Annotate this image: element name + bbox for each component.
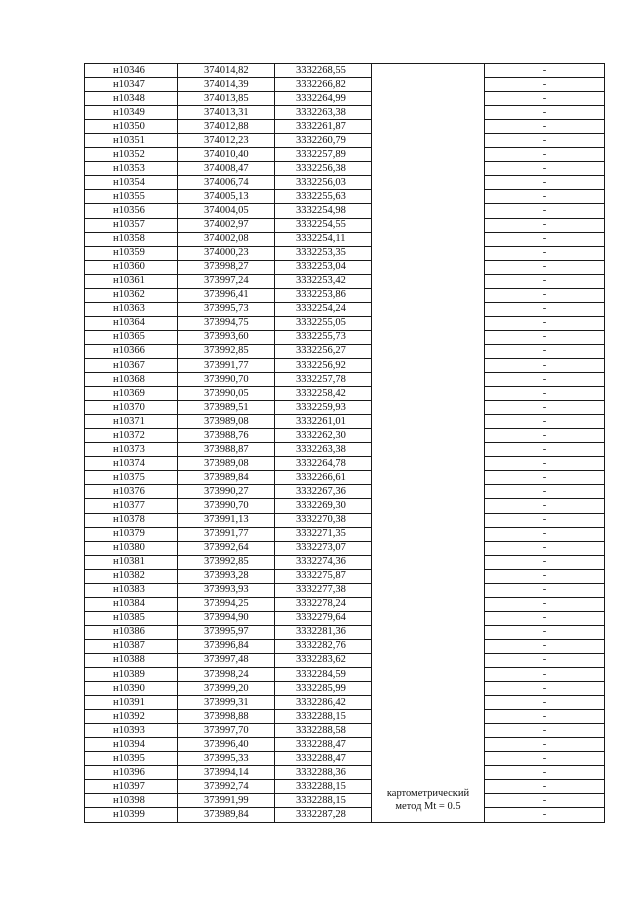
error-cell: - <box>485 260 605 274</box>
x-coordinate-cell: 373996,84 <box>178 639 275 653</box>
x-coordinate-cell: 374002,08 <box>178 232 275 246</box>
table-row <box>85 246 605 260</box>
point-id-cell: н10374 <box>85 457 178 471</box>
point-id-cell: н10371 <box>85 415 178 429</box>
error-cell: - <box>485 330 605 344</box>
error-cell: - <box>485 780 605 794</box>
error-cell: - <box>485 190 605 204</box>
x-coordinate-cell: 373991,77 <box>178 358 275 372</box>
error-cell: - <box>485 148 605 162</box>
table-row <box>85 204 605 218</box>
x-coordinate-cell: 374013,31 <box>178 106 275 120</box>
error-cell: - <box>485 92 605 106</box>
point-id-cell: н10353 <box>85 162 178 176</box>
error-cell: - <box>485 569 605 583</box>
x-coordinate-cell: 373993,60 <box>178 330 275 344</box>
y-coordinate-cell: 3332288,36 <box>275 766 372 780</box>
point-id-cell: н10399 <box>85 808 178 822</box>
table-row <box>85 527 605 541</box>
x-coordinate-cell: 374012,88 <box>178 120 275 134</box>
x-coordinate-cell: 373997,48 <box>178 653 275 667</box>
x-coordinate-cell: 373996,40 <box>178 738 275 752</box>
point-id-cell: н10370 <box>85 401 178 415</box>
error-cell: - <box>485 639 605 653</box>
y-coordinate-cell: 3332263,38 <box>275 106 372 120</box>
error-cell: - <box>485 710 605 724</box>
error-cell: - <box>485 696 605 710</box>
x-coordinate-cell: 373988,76 <box>178 429 275 443</box>
error-cell: - <box>485 457 605 471</box>
x-coordinate-cell: 373992,74 <box>178 780 275 794</box>
error-cell: - <box>485 485 605 499</box>
x-coordinate-cell: 373989,08 <box>178 457 275 471</box>
y-coordinate-cell: 3332288,58 <box>275 724 372 738</box>
table-row <box>85 358 605 372</box>
x-coordinate-cell: 373995,73 <box>178 302 275 316</box>
table-row <box>85 653 605 667</box>
y-coordinate-cell: 3332256,38 <box>275 162 372 176</box>
x-coordinate-cell: 374005,13 <box>178 190 275 204</box>
point-id-cell: н10350 <box>85 120 178 134</box>
table-row <box>85 625 605 639</box>
y-coordinate-cell: 3332288,47 <box>275 738 372 752</box>
x-coordinate-cell: 374004,05 <box>178 204 275 218</box>
point-id-cell: н10381 <box>85 555 178 569</box>
table-row <box>85 218 605 232</box>
point-id-cell: н10389 <box>85 668 178 682</box>
error-cell: - <box>485 288 605 302</box>
table-row <box>85 78 605 92</box>
y-coordinate-cell: 3332273,07 <box>275 541 372 555</box>
table-row <box>85 260 605 274</box>
table-row <box>85 724 605 738</box>
x-coordinate-cell: 373993,93 <box>178 583 275 597</box>
point-id-cell: н10379 <box>85 527 178 541</box>
table-row <box>85 443 605 457</box>
error-cell: - <box>485 611 605 625</box>
table-row <box>85 808 605 822</box>
x-coordinate-cell: 373996,41 <box>178 288 275 302</box>
y-coordinate-cell: 3332274,36 <box>275 555 372 569</box>
table-row <box>85 794 605 808</box>
y-coordinate-cell: 3332255,05 <box>275 316 372 330</box>
table-row <box>85 162 605 176</box>
y-coordinate-cell: 3332288,15 <box>275 794 372 808</box>
x-coordinate-cell: 373994,75 <box>178 316 275 330</box>
error-cell: - <box>485 668 605 682</box>
point-id-cell: н10376 <box>85 485 178 499</box>
table-row <box>85 499 605 513</box>
y-coordinate-cell: 3332270,38 <box>275 513 372 527</box>
y-coordinate-cell: 3332259,93 <box>275 401 372 415</box>
method-name: картометрический <box>386 787 470 799</box>
error-cell: - <box>485 162 605 176</box>
y-coordinate-cell: 3332285,99 <box>275 682 372 696</box>
error-cell: - <box>485 78 605 92</box>
x-coordinate-cell: 373997,70 <box>178 724 275 738</box>
table-row <box>85 64 605 78</box>
point-id-cell: н10390 <box>85 682 178 696</box>
x-coordinate-cell: 374002,97 <box>178 218 275 232</box>
y-coordinate-cell: 3332256,27 <box>275 344 372 358</box>
table-row <box>85 513 605 527</box>
error-cell: - <box>485 218 605 232</box>
error-cell: - <box>485 316 605 330</box>
table-row <box>85 288 605 302</box>
x-coordinate-cell: 374012,23 <box>178 134 275 148</box>
point-id-cell: н10368 <box>85 373 178 387</box>
error-cell: - <box>485 373 605 387</box>
point-id-cell: н10351 <box>85 134 178 148</box>
y-coordinate-cell: 3332277,38 <box>275 583 372 597</box>
y-coordinate-cell: 3332255,73 <box>275 330 372 344</box>
y-coordinate-cell: 3332268,55 <box>275 64 372 78</box>
table-row <box>85 302 605 316</box>
y-coordinate-cell: 3332261,01 <box>275 415 372 429</box>
y-coordinate-cell: 3332286,42 <box>275 696 372 710</box>
point-id-cell: н10394 <box>85 738 178 752</box>
point-id-cell: н10377 <box>85 499 178 513</box>
error-cell: - <box>485 232 605 246</box>
error-cell: - <box>485 64 605 78</box>
x-coordinate-cell: 374008,47 <box>178 162 275 176</box>
error-cell: - <box>485 274 605 288</box>
coordinates-table <box>84 63 605 823</box>
y-coordinate-cell: 3332264,99 <box>275 92 372 106</box>
y-coordinate-cell: 3332282,76 <box>275 639 372 653</box>
error-cell: - <box>485 766 605 780</box>
point-id-cell: н10366 <box>85 344 178 358</box>
x-coordinate-cell: 373994,14 <box>178 766 275 780</box>
point-id-cell: н10395 <box>85 752 178 766</box>
point-id-cell: н10384 <box>85 597 178 611</box>
y-coordinate-cell: 3332263,38 <box>275 443 372 457</box>
table-row <box>85 555 605 569</box>
x-coordinate-cell: 374013,85 <box>178 92 275 106</box>
point-id-cell: н10357 <box>85 218 178 232</box>
y-coordinate-cell: 3332256,92 <box>275 358 372 372</box>
error-cell: - <box>485 106 605 120</box>
table-row <box>85 344 605 358</box>
point-id-cell: н10386 <box>85 625 178 639</box>
x-coordinate-cell: 374006,74 <box>178 176 275 190</box>
point-id-cell: н10375 <box>85 471 178 485</box>
point-id-cell: н10346 <box>85 64 178 78</box>
error-cell: - <box>485 302 605 316</box>
error-cell: - <box>485 794 605 808</box>
point-id-cell: н10387 <box>85 639 178 653</box>
error-cell: - <box>485 387 605 401</box>
error-cell: - <box>485 429 605 443</box>
x-coordinate-cell: 373993,28 <box>178 569 275 583</box>
point-id-cell: н10392 <box>85 710 178 724</box>
error-cell: - <box>485 653 605 667</box>
y-coordinate-cell: 3332267,36 <box>275 485 372 499</box>
x-coordinate-cell: 373989,84 <box>178 471 275 485</box>
x-coordinate-cell: 373992,85 <box>178 555 275 569</box>
error-cell: - <box>485 555 605 569</box>
table-row <box>85 190 605 204</box>
point-id-cell: н10361 <box>85 274 178 288</box>
x-coordinate-cell: 374000,23 <box>178 246 275 260</box>
x-coordinate-cell: 373999,20 <box>178 682 275 696</box>
y-coordinate-cell: 3332269,30 <box>275 499 372 513</box>
point-id-cell: н10359 <box>85 246 178 260</box>
y-coordinate-cell: 3332281,36 <box>275 625 372 639</box>
error-cell: - <box>485 401 605 415</box>
x-coordinate-cell: 373998,24 <box>178 668 275 682</box>
error-cell: - <box>485 625 605 639</box>
table-row <box>85 134 605 148</box>
table-row <box>85 611 605 625</box>
table-row <box>85 668 605 682</box>
table-row <box>85 710 605 724</box>
x-coordinate-cell: 373989,84 <box>178 808 275 822</box>
method-cell <box>372 64 485 823</box>
error-cell: - <box>485 597 605 611</box>
x-coordinate-cell: 374014,39 <box>178 78 275 92</box>
x-coordinate-cell: 373994,25 <box>178 597 275 611</box>
point-id-cell: н10372 <box>85 429 178 443</box>
x-coordinate-cell: 373991,99 <box>178 794 275 808</box>
table-row <box>85 387 605 401</box>
table-row <box>85 148 605 162</box>
y-coordinate-cell: 3332254,11 <box>275 232 372 246</box>
table-row <box>85 92 605 106</box>
table-row <box>85 738 605 752</box>
table-row <box>85 583 605 597</box>
error-cell: - <box>485 120 605 134</box>
point-id-cell: н10354 <box>85 176 178 190</box>
point-id-cell: н10388 <box>85 653 178 667</box>
y-coordinate-cell: 3332283,62 <box>275 653 372 667</box>
y-coordinate-cell: 3332253,35 <box>275 246 372 260</box>
point-id-cell: н10391 <box>85 696 178 710</box>
coordinates-table-body <box>85 64 605 823</box>
table-row <box>85 766 605 780</box>
point-id-cell: н10378 <box>85 513 178 527</box>
x-coordinate-cell: 373998,88 <box>178 710 275 724</box>
x-coordinate-cell: 373994,90 <box>178 611 275 625</box>
error-cell: - <box>485 344 605 358</box>
y-coordinate-cell: 3332287,28 <box>275 808 372 822</box>
y-coordinate-cell: 3332257,78 <box>275 373 372 387</box>
point-id-cell: н10349 <box>85 106 178 120</box>
error-cell: - <box>485 752 605 766</box>
y-coordinate-cell: 3332288,15 <box>275 710 372 724</box>
table-row <box>85 415 605 429</box>
table-row <box>85 485 605 499</box>
error-cell: - <box>485 415 605 429</box>
point-id-cell: н10347 <box>85 78 178 92</box>
point-id-cell: н10380 <box>85 541 178 555</box>
error-cell: - <box>485 724 605 738</box>
y-coordinate-cell: 3332260,79 <box>275 134 372 148</box>
x-coordinate-cell: 373992,64 <box>178 541 275 555</box>
x-coordinate-cell: 373995,97 <box>178 625 275 639</box>
point-id-cell: н10385 <box>85 611 178 625</box>
y-coordinate-cell: 3332262,30 <box>275 429 372 443</box>
y-coordinate-cell: 3332288,47 <box>275 752 372 766</box>
error-cell: - <box>485 358 605 372</box>
error-cell: - <box>485 583 605 597</box>
point-id-cell: н10367 <box>85 358 178 372</box>
point-id-cell: н10355 <box>85 190 178 204</box>
table-row <box>85 471 605 485</box>
x-coordinate-cell: 373992,85 <box>178 344 275 358</box>
x-coordinate-cell: 374010,40 <box>178 148 275 162</box>
y-coordinate-cell: 3332279,64 <box>275 611 372 625</box>
x-coordinate-cell: 373990,70 <box>178 499 275 513</box>
error-cell: - <box>485 176 605 190</box>
y-coordinate-cell: 3332253,86 <box>275 288 372 302</box>
error-cell: - <box>485 134 605 148</box>
point-id-cell: н10348 <box>85 92 178 106</box>
point-id-cell: н10364 <box>85 316 178 330</box>
table-row <box>85 274 605 288</box>
table-row <box>85 232 605 246</box>
y-coordinate-cell: 3332266,82 <box>275 78 372 92</box>
table-row <box>85 176 605 190</box>
point-id-cell: н10358 <box>85 232 178 246</box>
y-coordinate-cell: 3332254,55 <box>275 218 372 232</box>
y-coordinate-cell: 3332254,24 <box>275 302 372 316</box>
x-coordinate-cell: 373990,70 <box>178 373 275 387</box>
table-row <box>85 752 605 766</box>
table-row <box>85 429 605 443</box>
y-coordinate-cell: 3332275,87 <box>275 569 372 583</box>
y-coordinate-cell: 3332253,04 <box>275 260 372 274</box>
y-coordinate-cell: 3332284,59 <box>275 668 372 682</box>
x-coordinate-cell: 373989,51 <box>178 401 275 415</box>
point-id-cell: н10373 <box>85 443 178 457</box>
point-id-cell: н10363 <box>85 302 178 316</box>
table-row <box>85 541 605 555</box>
x-coordinate-cell: 373990,27 <box>178 485 275 499</box>
error-cell: - <box>485 541 605 555</box>
error-cell: - <box>485 471 605 485</box>
table-row <box>85 457 605 471</box>
x-coordinate-cell: 373990,05 <box>178 387 275 401</box>
x-coordinate-cell: 373991,13 <box>178 513 275 527</box>
x-coordinate-cell: 373989,08 <box>178 415 275 429</box>
y-coordinate-cell: 3332261,87 <box>275 120 372 134</box>
table-row <box>85 639 605 653</box>
point-id-cell: н10383 <box>85 583 178 597</box>
table-row <box>85 401 605 415</box>
x-coordinate-cell: 373988,87 <box>178 443 275 457</box>
y-coordinate-cell: 3332266,61 <box>275 471 372 485</box>
y-coordinate-cell: 3332254,98 <box>275 204 372 218</box>
point-id-cell: н10352 <box>85 148 178 162</box>
table-row <box>85 330 605 344</box>
x-coordinate-cell: 373991,77 <box>178 527 275 541</box>
point-id-cell: н10382 <box>85 569 178 583</box>
y-coordinate-cell: 3332278,24 <box>275 597 372 611</box>
error-cell: - <box>485 204 605 218</box>
table-row <box>85 682 605 696</box>
method-accuracy: метод Mt = 0.5 <box>395 800 461 812</box>
point-id-cell: н10365 <box>85 330 178 344</box>
table-row <box>85 696 605 710</box>
point-id-cell: н10397 <box>85 780 178 794</box>
x-coordinate-cell: 373995,33 <box>178 752 275 766</box>
error-cell: - <box>485 738 605 752</box>
y-coordinate-cell: 3332264,78 <box>275 457 372 471</box>
point-id-cell: н10396 <box>85 766 178 780</box>
x-coordinate-cell: 373997,24 <box>178 274 275 288</box>
error-cell: - <box>485 808 605 822</box>
x-coordinate-cell: 373999,31 <box>178 696 275 710</box>
y-coordinate-cell: 3332253,42 <box>275 274 372 288</box>
error-cell: - <box>485 499 605 513</box>
table-row <box>85 120 605 134</box>
error-cell: - <box>485 527 605 541</box>
table-row <box>85 780 605 794</box>
table-row <box>85 569 605 583</box>
y-coordinate-cell: 3332257,89 <box>275 148 372 162</box>
error-cell: - <box>485 682 605 696</box>
x-coordinate-cell: 374014,82 <box>178 64 275 78</box>
table-row <box>85 106 605 120</box>
y-coordinate-cell: 3332288,15 <box>275 780 372 794</box>
table-row <box>85 316 605 330</box>
point-id-cell: н10393 <box>85 724 178 738</box>
error-cell: - <box>485 513 605 527</box>
x-coordinate-cell: 373998,27 <box>178 260 275 274</box>
point-id-cell: н10362 <box>85 288 178 302</box>
y-coordinate-cell: 3332271,35 <box>275 527 372 541</box>
point-id-cell: н10398 <box>85 794 178 808</box>
table-row <box>85 373 605 387</box>
table-row <box>85 597 605 611</box>
error-cell: - <box>485 246 605 260</box>
error-cell: - <box>485 443 605 457</box>
y-coordinate-cell: 3332255,63 <box>275 190 372 204</box>
point-id-cell: н10369 <box>85 387 178 401</box>
y-coordinate-cell: 3332256,03 <box>275 176 372 190</box>
y-coordinate-cell: 3332258,42 <box>275 387 372 401</box>
point-id-cell: н10360 <box>85 260 178 274</box>
point-id-cell: н10356 <box>85 204 178 218</box>
